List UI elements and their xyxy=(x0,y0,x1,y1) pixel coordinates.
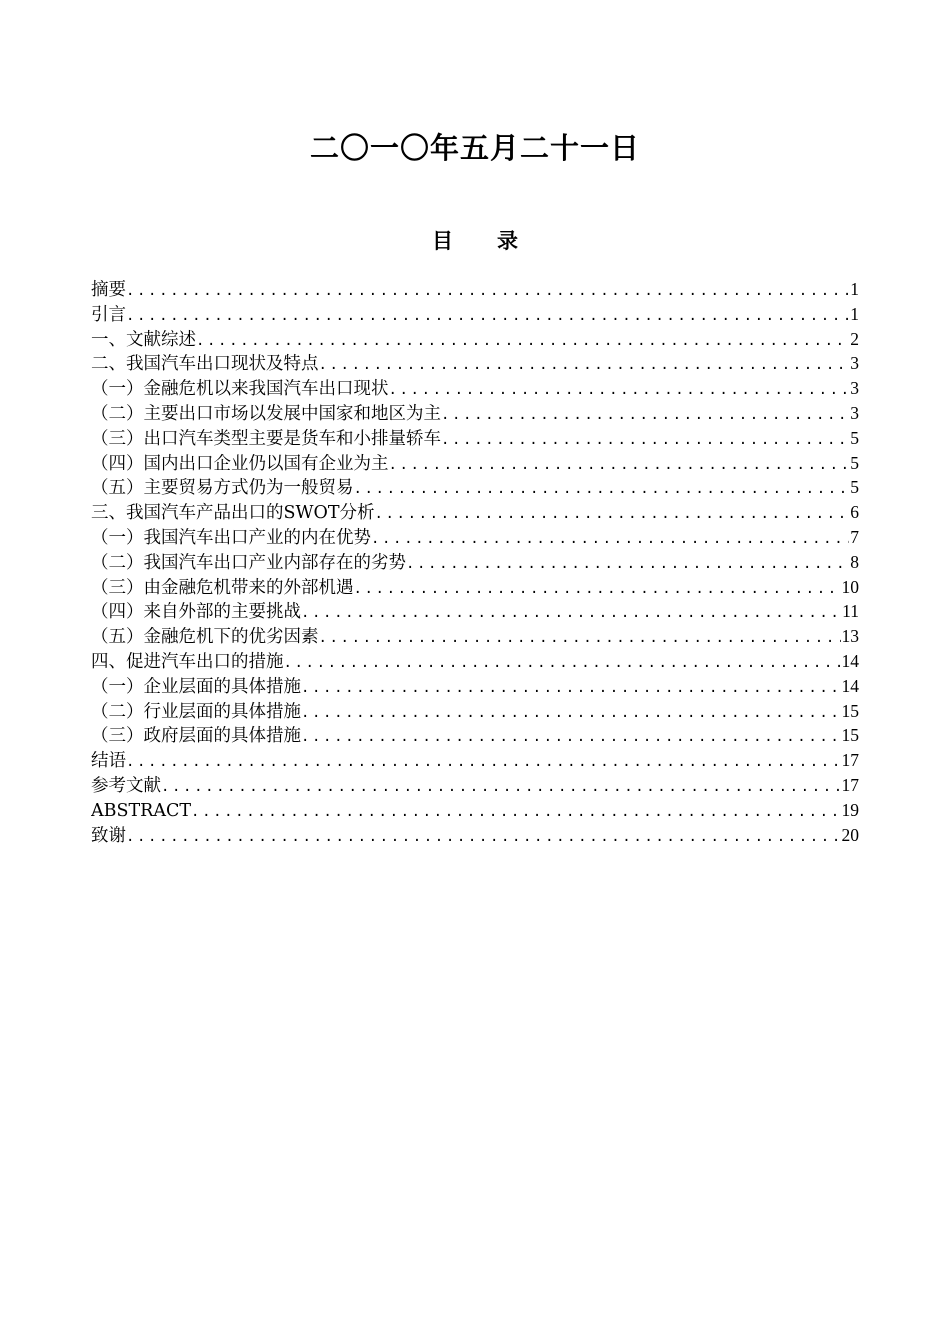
toc-entry-page-number: 3 xyxy=(850,378,859,399)
toc-leader-dots xyxy=(389,378,850,401)
toc-entry[interactable] xyxy=(91,277,859,302)
toc-entry-page-number: 5 xyxy=(850,452,859,473)
toc-entry[interactable] xyxy=(91,723,859,748)
toc-leader-dots xyxy=(284,651,841,674)
toc-entry[interactable] xyxy=(91,649,859,674)
toc-entry[interactable] xyxy=(91,773,859,798)
toc-leader-dots xyxy=(301,601,841,624)
toc-entry-page-number: 8 xyxy=(850,551,859,572)
toc-entry-label: （一）企业层面的具体措施 xyxy=(91,676,301,697)
toc-entry-page-number: 5 xyxy=(850,427,859,448)
toc-entry[interactable] xyxy=(91,451,859,476)
toc-leader-dots xyxy=(406,552,849,575)
toc-leader-dots xyxy=(371,527,849,550)
toc-entry-page-number: 3 xyxy=(850,353,859,374)
toc-entry[interactable] xyxy=(91,302,859,327)
toc-entry-page-number: 10 xyxy=(841,576,859,597)
toc-entry[interactable] xyxy=(91,823,859,848)
toc-leader-dots xyxy=(389,453,850,476)
toc-entry-page-number: 20 xyxy=(841,824,859,845)
toc-leader-dots xyxy=(319,353,850,376)
toc-entry[interactable] xyxy=(91,426,859,451)
toc-entry-label: （一）金融危机以来我国汽车出口现状 xyxy=(91,379,389,400)
toc-entry-label: ABSTRACT xyxy=(91,800,192,821)
toc-leader-dots xyxy=(301,676,841,699)
toc-entry-page-number: 5 xyxy=(850,477,859,498)
toc-leader-dots xyxy=(375,502,850,525)
table-of-contents xyxy=(91,277,859,847)
toc-entry[interactable] xyxy=(91,500,859,525)
toc-leader-dots xyxy=(441,428,849,451)
toc-entry-page-number: 7 xyxy=(850,526,859,547)
toc-leader-dots xyxy=(161,775,841,798)
toc-entry[interactable] xyxy=(91,401,859,426)
toc-leader-dots xyxy=(354,477,850,500)
toc-leader-dots xyxy=(301,725,841,748)
toc-entry-label: 四、促进汽车出口的措施 xyxy=(91,651,284,672)
toc-entry-label: （二）我国汽车出口产业内部存在的劣势 xyxy=(91,552,406,573)
toc-entry-page-number: 14 xyxy=(841,650,859,671)
toc-leader-dots xyxy=(126,304,849,327)
toc-leader-dots xyxy=(126,825,841,848)
toc-entry[interactable] xyxy=(91,599,859,624)
toc-entry-page-number: 17 xyxy=(841,750,859,771)
toc-entry-page-number: 13 xyxy=(841,626,859,647)
toc-entry-label: 二、我国汽车出口现状及特点 xyxy=(91,354,319,375)
toc-entry-label: 致谢 xyxy=(91,825,126,846)
toc-heading xyxy=(0,226,950,256)
toc-entry-label: （三）由金融危机带来的外部机遇 xyxy=(91,577,354,598)
toc-entry-label: （五）主要贸易方式仍为一般贸易 xyxy=(91,478,354,499)
toc-heading-left: 目 xyxy=(432,228,453,253)
toc-entry[interactable] xyxy=(91,525,859,550)
toc-entry-label: （二）行业层面的具体措施 xyxy=(91,701,301,722)
toc-entry-page-number: 1 xyxy=(850,303,859,324)
date-line: 二〇一〇年五月二十一日 xyxy=(309,131,640,165)
toc-entry-page-number: 3 xyxy=(850,402,859,423)
toc-leader-dots xyxy=(319,626,841,649)
toc-entry[interactable] xyxy=(91,351,859,376)
toc-entry[interactable] xyxy=(91,550,859,575)
toc-leader-dots xyxy=(126,750,841,773)
toc-entry-page-number: 19 xyxy=(841,799,859,820)
toc-entry-page-number: 11 xyxy=(842,601,859,622)
toc-entry-page-number: 15 xyxy=(841,725,859,746)
toc-entry[interactable] xyxy=(91,575,859,600)
toc-entry-label: 参考文献 xyxy=(91,775,161,796)
toc-entry[interactable] xyxy=(91,798,859,823)
toc-entry-page-number: 15 xyxy=(841,700,859,721)
toc-entry-page-number: 6 xyxy=(850,502,859,523)
toc-entry-page-number: 14 xyxy=(841,675,859,696)
toc-entry-label: 一、文献综述 xyxy=(91,329,196,350)
toc-entry-page-number: 17 xyxy=(841,774,859,795)
toc-entry[interactable] xyxy=(91,475,859,500)
toc-entry-page-number: 2 xyxy=(850,328,859,349)
toc-entry-label: （四）国内出口企业仍以国有企业为主 xyxy=(91,453,389,474)
toc-entry-label: （五）金融危机下的优劣因素 xyxy=(91,627,319,648)
toc-leader-dots xyxy=(126,279,849,302)
toc-leader-dots xyxy=(441,403,849,426)
toc-leader-dots xyxy=(191,800,840,823)
toc-entry[interactable] xyxy=(91,327,859,352)
toc-entry-label: 结语 xyxy=(91,751,126,772)
toc-entry[interactable] xyxy=(91,674,859,699)
toc-entry-label: （三）政府层面的具体措施 xyxy=(91,726,301,747)
toc-leader-dots xyxy=(354,577,841,600)
toc-leader-dots xyxy=(196,329,849,352)
toc-entry-label: （四）来自外部的主要挑战 xyxy=(91,602,301,623)
toc-entry-label: 引言 xyxy=(91,304,126,325)
toc-entry[interactable] xyxy=(91,376,859,401)
toc-entry[interactable] xyxy=(91,748,859,773)
toc-entry-label: 摘要 xyxy=(91,280,126,300)
toc-entry-label: 三、我国汽车产品出口的SWOT分析 xyxy=(91,503,375,524)
toc-entry-label: （三）出口汽车类型主要是货车和小排量轿车 xyxy=(91,428,441,449)
toc-entry-label: （二）主要出口市场以发展中国家和地区为主 xyxy=(91,403,441,424)
toc-entry-page-number: 1 xyxy=(850,279,859,299)
toc-leader-dots xyxy=(301,701,841,724)
toc-entry[interactable] xyxy=(91,699,859,724)
toc-entry[interactable] xyxy=(91,624,859,649)
toc-heading-right: 录 xyxy=(497,228,518,253)
toc-entry-label: （一）我国汽车出口产业的内在优势 xyxy=(91,527,371,548)
